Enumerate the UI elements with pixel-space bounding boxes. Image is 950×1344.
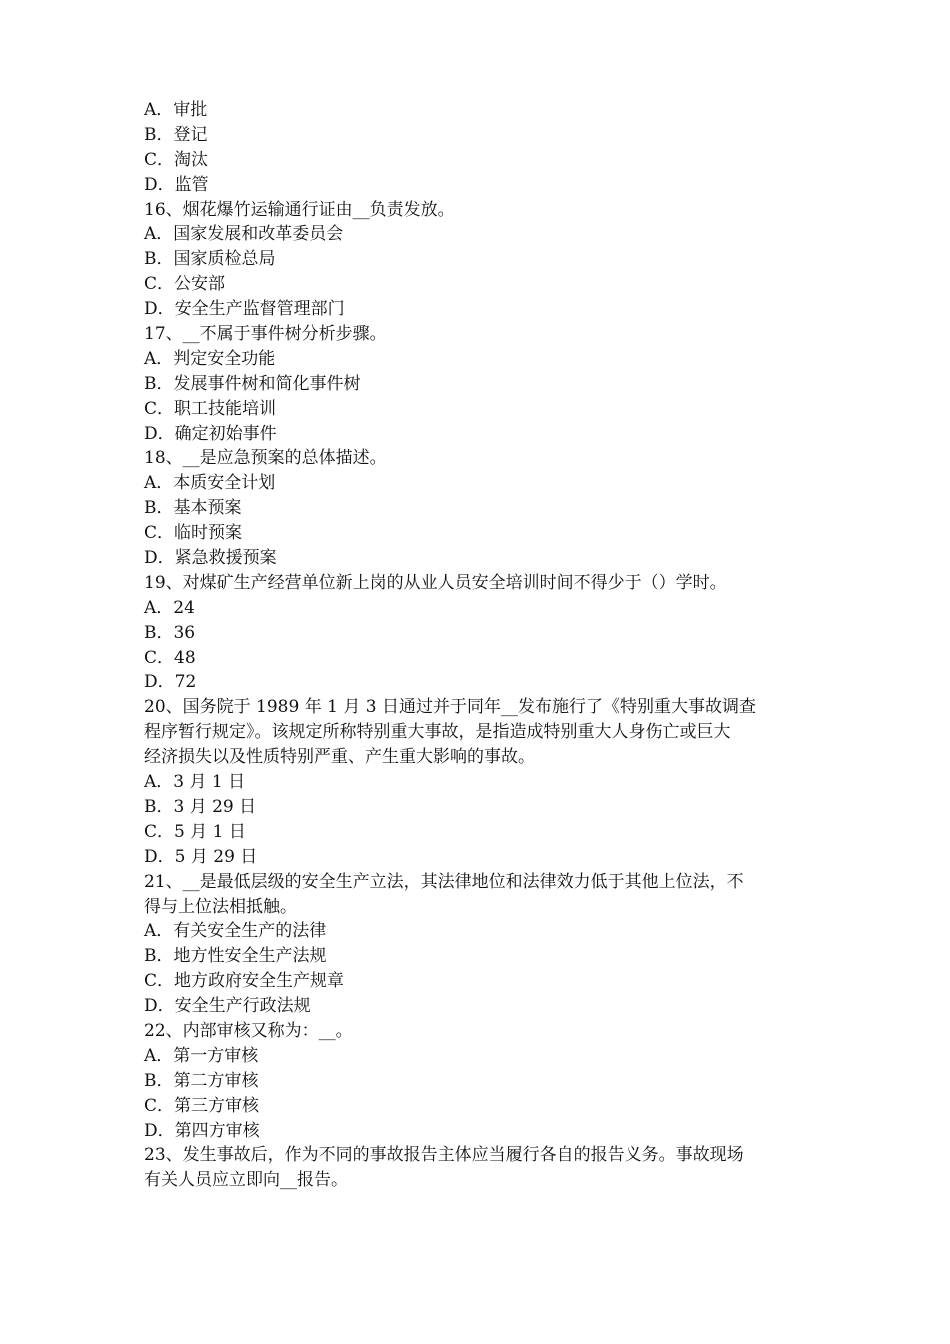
question-18: 18、__是应急预案的总体描述。 xyxy=(144,448,387,469)
question-17: 17、__不属于事件树分析步骤。 xyxy=(144,324,387,345)
option-line: D．5 月 29 日 xyxy=(144,846,258,867)
option-line: C．地方政府安全生产规章 xyxy=(144,971,345,992)
question-21-cont: 得与上位法相抵触。 xyxy=(144,896,297,917)
option-line: A．第一方审核 xyxy=(144,1045,259,1066)
option-line: B．发展事件树和简化事件树 xyxy=(144,373,361,394)
question-22: 22、内部审核又称为：__。 xyxy=(144,1020,353,1041)
option-line: B．基本预案 xyxy=(144,498,242,519)
option-line: C．临时预案 xyxy=(144,523,243,544)
option-line: B．国家质检总局 xyxy=(144,249,276,270)
option-line: A．有关安全生产的法律 xyxy=(144,921,327,942)
option-line: C．48 xyxy=(144,647,196,668)
option-line: D．安全生产监督管理部门 xyxy=(144,299,345,320)
option-line: C．职工技能培训 xyxy=(144,398,277,419)
option-line: D．确定初始事件 xyxy=(144,423,277,444)
option-line: B．登记 xyxy=(144,124,208,145)
option-line: A．24 xyxy=(144,597,195,618)
option-line: D．紧急救援预案 xyxy=(144,548,277,569)
question-19: 19、对煤矿生产经营单位新上岗的从业人员安全培训时间不得少于（）学时。 xyxy=(144,572,727,593)
option-line: C．5 月 1 日 xyxy=(144,821,246,842)
option-line: C．公安部 xyxy=(144,274,226,295)
option-line: A．审批 xyxy=(144,100,208,120)
question-20-cont: 程序暂行规定》。该规定所称特别重大事故，是指造成特别重大人身伤亡或巨大 xyxy=(144,722,731,743)
question-23-cont: 有关人员应立即向__报告。 xyxy=(144,1170,348,1191)
option-line: A．3 月 1 日 xyxy=(144,772,246,793)
option-line: A．判定安全功能 xyxy=(144,348,276,369)
document-body xyxy=(144,98,809,1193)
option-line: D．监管 xyxy=(144,174,209,195)
option-line: D．安全生产行政法规 xyxy=(144,996,311,1017)
option-line: D．72 xyxy=(144,672,197,693)
option-line: B．地方性安全生产法规 xyxy=(144,946,327,967)
question-20: 20、国务院于 1989 年 1 月 3 日通过并于同年__发布施行了《特别重大事故调查 xyxy=(144,697,756,718)
option-line: B．3 月 29 日 xyxy=(144,796,257,817)
question-23: 23、发生事故后，作为不同的事故报告主体应当履行各自的报告义务。事故现场 xyxy=(144,1145,744,1166)
option-line: A．本质安全计划 xyxy=(144,473,276,494)
option-line: C．淘汰 xyxy=(144,149,209,170)
option-line: B．第二方审核 xyxy=(144,1070,259,1091)
question-21: 21、__是最低层级的安全生产立法，其法律地位和法律效力低于其他上位法，不 xyxy=(144,871,744,892)
option-line: D．第四方审核 xyxy=(144,1120,260,1141)
question-16: 16、烟花爆竹运输通行证由__负责发放。 xyxy=(144,199,455,220)
option-line: C．第三方审核 xyxy=(144,1095,260,1116)
option-line: A．国家发展和改革委员会 xyxy=(144,224,344,245)
question-20-cont: 经济损失以及性质特别严重、产生重大影响的事故。 xyxy=(144,747,535,768)
option-line: B．36 xyxy=(144,622,196,643)
